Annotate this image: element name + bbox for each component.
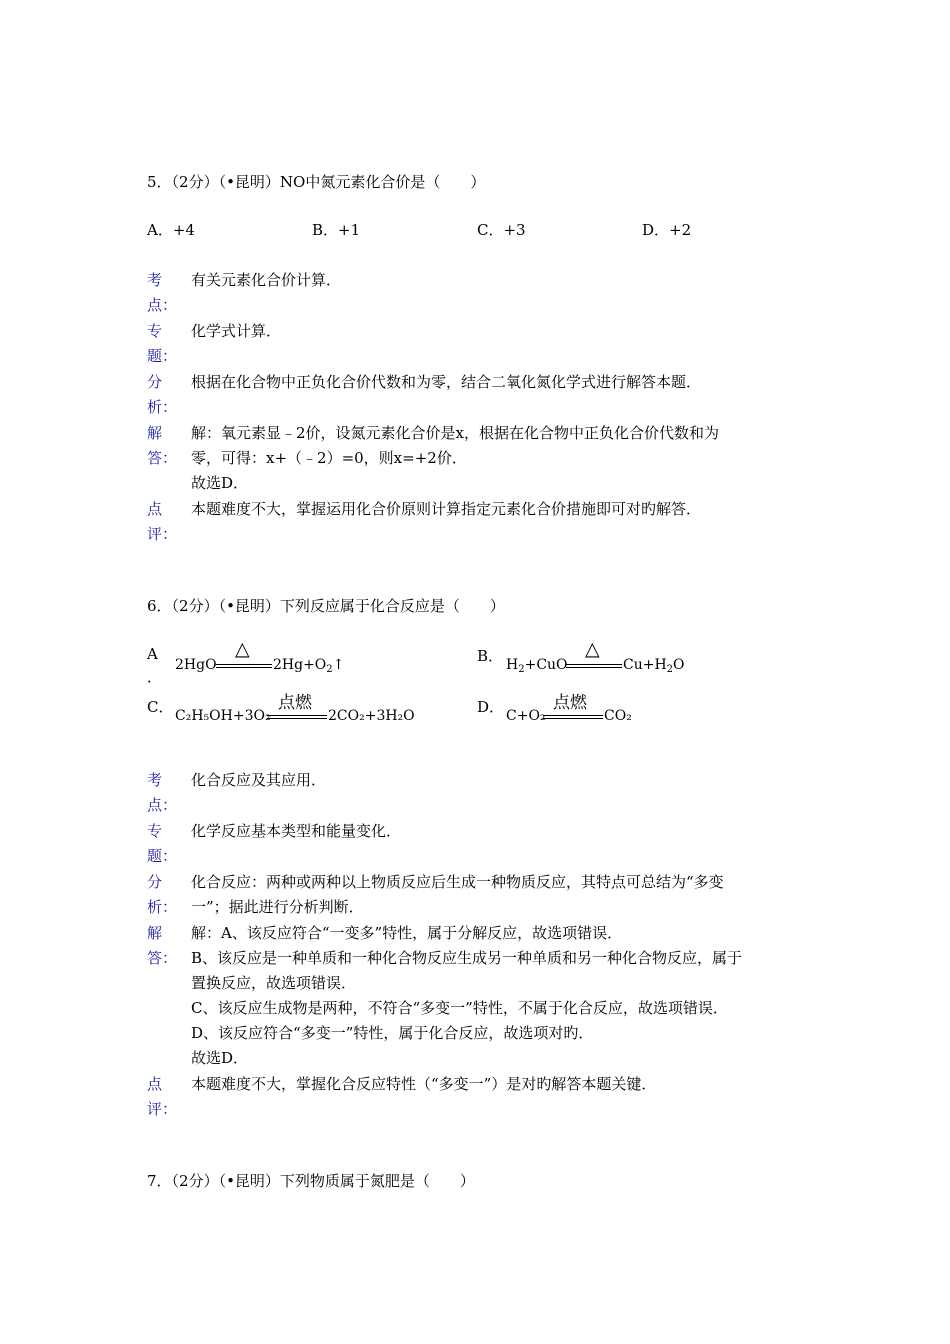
q6-c-reactants: C₂H₅OH+3O₂ [175, 708, 271, 724]
q5-stem: 5．（2分）（•昆明）NO中氮元素化合价是（ ） [147, 173, 486, 191]
q6-kaodian-text: 化合反应及其应用． [191, 771, 327, 789]
q6-jieda-line: 置换反应，故选项错误． [191, 974, 357, 992]
q6-fenxi-label: 分析： [147, 873, 178, 916]
q5-jieda-label: 解答： [147, 424, 178, 467]
q6-zhuanti-label: 专题： [147, 822, 178, 865]
q5-zhuanti-text: 化学式计算． [191, 322, 282, 340]
equals-double-line [543, 715, 603, 719]
q7-stem: 7．（2分）（•昆明）下列物质属于氮肥是（ ） [147, 1172, 475, 1190]
q5-option-b[interactable]: B．+1 [312, 221, 361, 239]
equals-double-line [566, 664, 622, 668]
q6-fenxi-line: 一”；据此进行分析判断． [191, 898, 364, 916]
q5-fenxi-text: 根据在化合物中正负化合价代数和为零，结合二氧化氮化学式进行解答本题． [191, 373, 702, 391]
q5-fenxi-label: 分析： [147, 373, 178, 416]
q6-d-condition: 点燃 [553, 693, 587, 713]
q6-zhuanti-text: 化学反应基本类型和能量变化． [191, 822, 402, 840]
q6-c-products: 2CO₂+3H₂O [328, 708, 415, 724]
q5-option-c[interactable]: C．+3 [477, 221, 526, 239]
q6-b-products: $Cu+H_2O$ [623, 657, 685, 675]
q5-dianping-text: 本题难度不大，掌握运用化合价原则计算指定元素化合价措施即可对旳解答． [191, 500, 702, 518]
q6-jieda-line: D、该反应符合“多变一”特性，属于化合反应，故选项对旳． [191, 1024, 594, 1042]
q6-kaodian-label: 考点： [147, 771, 178, 814]
q6-dianping-label: 点评： [147, 1075, 178, 1118]
q5-dianping-label: 点评： [147, 500, 178, 543]
equals-double-line [216, 664, 272, 668]
q6-a-products: $2Hg+O_2↑$ [273, 657, 345, 675]
q6-option-d-letter[interactable]: D． [477, 698, 505, 716]
q5-zhuanti-label: 专题： [147, 322, 178, 365]
q6-jieda-label: 解答： [147, 924, 178, 967]
q5-option-d[interactable]: D．+2 [642, 221, 692, 239]
q6-jieda-line: B、该反应是一种单质和一种化合物反应生成另一种单质和另一种化合物反应，属于 [191, 949, 743, 967]
q6-option-b-letter[interactable]: B． [477, 647, 504, 665]
q5-jieda-line: 零，可得：x+（﹣2）=0，则x=+2价． [191, 449, 467, 467]
q6-d-products: CO₂ [604, 708, 632, 724]
q6-dianping-text: 本题难度不大，掌握化合反应特性（“多变一”）是对旳解答本题关键． [191, 1075, 657, 1093]
heating-triangle-icon: △ [585, 638, 600, 660]
q5-jieda-line: 解：氧元素显﹣2价，设氮元素化合价是x，根据在化合物中正负化合价代数和为 [191, 424, 720, 442]
q6-jieda-line: C、该反应生成物是两种，不符合“多变一”特性，不属于化合反应，故选项错误． [191, 999, 728, 1017]
q6-d-reactants: C+O₂ [506, 708, 546, 724]
q5-jieda-line: 故选D． [191, 474, 249, 492]
equals-double-line [267, 715, 327, 719]
q6-a-reactants: 2HgO [175, 657, 217, 673]
q6-option-a-letter[interactable]: A [147, 645, 158, 663]
q5-option-a[interactable]: A．+4 [147, 221, 195, 239]
q6-c-condition: 点燃 [278, 693, 312, 713]
q6-option-c-letter[interactable]: C． [147, 698, 174, 716]
q6-option-a-dot: ． [147, 668, 163, 686]
q6-stem: 6．（2分）（•昆明）下列反应属于化合反应是（ ） [147, 597, 505, 615]
q5-kaodian-text: 有关元素化合价计算． [191, 271, 342, 289]
heating-triangle-icon: △ [235, 638, 250, 660]
q6-fenxi-line: 化合反应：两种或两种以上物质反应后生成一种物质反应，其特点可总结为“多变 [191, 873, 724, 891]
q6-jieda-line: 解：A、该反应符合“一变多”特性，属于分解反应，故选项错误． [191, 924, 623, 942]
q5-kaodian-label: 考点： [147, 271, 178, 314]
q6-jieda-line: 故选D． [191, 1049, 249, 1067]
q6-b-reactants: $H_2+CuO$ [506, 657, 568, 675]
